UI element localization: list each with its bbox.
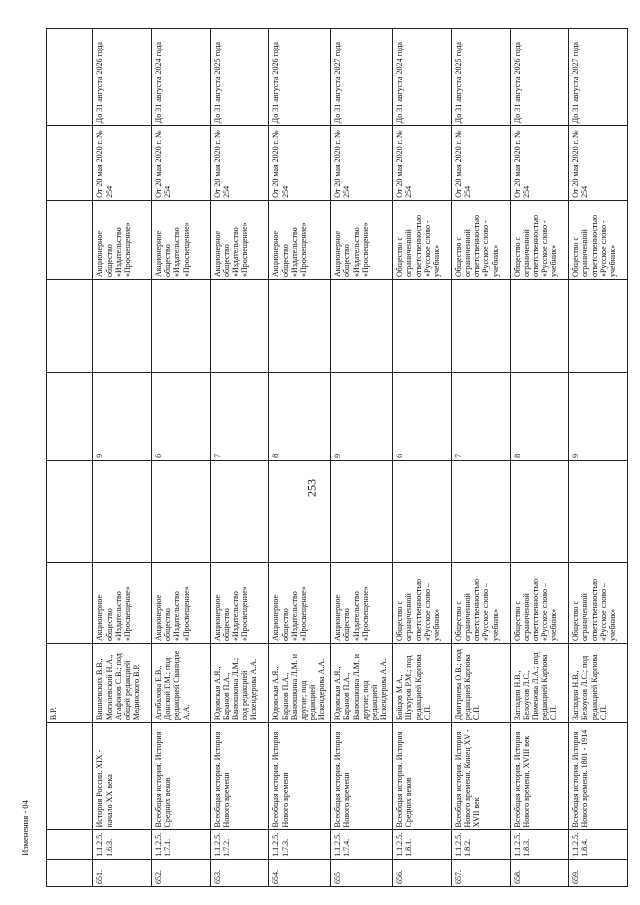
- cell-until: До 31 августа 2026 года: [93, 29, 152, 126]
- cell-empty: [569, 460, 628, 562]
- cell-grade: 7: [210, 372, 269, 460]
- cell-title: Всеобщая история. История Нового времени. XVIII век: [510, 723, 569, 830]
- table-row: [152, 29, 211, 887]
- cell-code: 1.1.2.5.1.7.4.: [331, 830, 393, 859]
- cell-num: 659.: [569, 859, 628, 886]
- cell-grade: 6: [393, 372, 452, 460]
- header-cell: [47, 562, 93, 643]
- cell-publisher: Общество с ограниченной ответственностью «Русское слово – учебник»: [393, 562, 452, 643]
- cell-publisher: Общество с ограниченной ответственностью «Русское слово – учебник»: [510, 562, 569, 643]
- cell-empty2: [393, 279, 452, 372]
- cell-num: 658.: [510, 859, 569, 886]
- cell-authors: Агибалова Е.В., Донской Г.М.; под редакцией Сванидзе А.А.: [152, 643, 211, 722]
- cell-until: До 31 августа 2027 года: [569, 29, 628, 126]
- cell-until: До 31 августа 2025 года: [451, 29, 510, 126]
- cell-num: 654.: [269, 859, 331, 886]
- table-row: [93, 29, 152, 887]
- header-cell: [47, 460, 93, 562]
- cell-company: Акционерное общество «Издательство «Просвещение»: [93, 200, 152, 279]
- cell-publisher: Акционерное общество «Издательство «Просвещение»: [210, 562, 269, 643]
- cell-authors: Юдовская А.Я., Баранов П.А., Ванюшкина Л.М. и другие; под редакцией Искендерова А.А.: [269, 643, 331, 722]
- cell-title: Всеобщая история. История Нового времени. 1801 - 1914: [569, 723, 628, 830]
- cell-code: 1.1.2.5.1.8.3.: [510, 830, 569, 859]
- cell-until: До 31 августа 2026 года: [510, 29, 569, 126]
- cell-authors: Юдовская А.Я., Баранов П.А., Ванюшкина Л.М. и другие; под редакцией Искендерова А.А.: [331, 643, 393, 722]
- cell-num: 652.: [152, 859, 211, 886]
- cell-title: Всеобщая история. История Нового времени: [331, 723, 393, 830]
- cell-num: 655: [331, 859, 393, 886]
- cell-grade: 9: [93, 372, 152, 460]
- cell-empty: [93, 460, 152, 562]
- cell-company: Акционерное общество «Издательство «Просвещение»: [152, 200, 211, 279]
- cell-empty2: [331, 279, 393, 372]
- cell-code: 1.1.2.5.1.7.2.: [210, 830, 269, 859]
- page-number: 253: [304, 479, 319, 497]
- cell-order: От 20 мая 2020 г. № 254: [393, 126, 452, 201]
- cell-title: Всеобщая история. История Нового времени: [210, 723, 269, 830]
- cell-authors: Загладин Н.В., Белоусов Л.С.; под редакцией Карпова С.П.: [569, 643, 628, 722]
- cell-until: До 31 августа 2024 года: [152, 29, 211, 126]
- cell-authors: Загладин Н.В., Белоусов Л.С., Пименова Л.А.; под редакцией Карпова С.П.: [510, 643, 569, 722]
- header-cell: [47, 859, 93, 886]
- cell-title: Всеобщая история. История Средних веков: [152, 723, 211, 830]
- footer-note: Изменения - 04: [20, 800, 30, 856]
- cell-order: От 20 мая 2020 г. № 254: [510, 126, 569, 201]
- cell-publisher: Акционерное общество «Издательство «Просвещение»: [269, 562, 331, 643]
- cell-authors: Вишневских В.В., Могилевский Н.А., Агафонов С.В.; под общей редакцией Мединского В.Р.: [93, 643, 152, 722]
- cell-num: 651.: [93, 859, 152, 886]
- cell-publisher: Акционерное общество «Издательство «Просвещение»: [152, 562, 211, 643]
- cell-empty2: [451, 279, 510, 372]
- cell-company: Общество с ограниченной ответственностью «Русское слово - учебник»: [569, 200, 628, 279]
- cell-authors: Юдовская А.Я., Баранов П.А., Ванюшкина Л.М.; под редакцией Искендерова А.А.: [210, 643, 269, 722]
- cell-empty: [152, 460, 211, 562]
- cell-company: Общество с ограниченной ответственностью «Русское слово - учебник»: [510, 200, 569, 279]
- header-cell: [47, 126, 93, 201]
- cell-grade: 8: [510, 372, 569, 460]
- cell-grade: 8: [269, 372, 331, 460]
- table-row: [269, 29, 331, 887]
- cell-empty: [269, 460, 331, 562]
- cell-title: Всеобщая история. История Нового времени: [269, 723, 331, 830]
- cell-company: Общество с ограниченной ответственностью «Русское слово - учебник»: [451, 200, 510, 279]
- cell-code: 1.1.2.5.1.6.3.: [93, 830, 152, 859]
- cell-order: От 20 мая 2020 г. № 254: [152, 126, 211, 201]
- header-cell: [47, 200, 93, 279]
- cell-publisher: Акционерное общество «Издательство «Просвещение»: [331, 562, 393, 643]
- cell-order: От 20 мая 2020 г. № 254: [331, 126, 393, 201]
- cell-code: 1.1.2.5.1.7.1.: [152, 830, 211, 859]
- cell-code: 1.1.2.5.1.7.3.: [269, 830, 331, 859]
- cell-authors: Бойцов М.А., Шукуров Р.М.; под редакцией Карпова С.П.: [393, 643, 452, 722]
- cell-title: Всеобщая история. История Средних веков: [393, 723, 452, 830]
- cell-until: До 31 августа 2024 года: [393, 29, 452, 126]
- cell-title: История России. XIX - начало XX века: [93, 723, 152, 830]
- cell-authors: Дмитриева О.В.; под редакцией Карпова С.П.: [451, 643, 510, 722]
- cell-until: До 31 августа 2025 года: [210, 29, 269, 126]
- cell-num: 653.: [210, 859, 269, 886]
- header-cell: В.Р.: [47, 643, 93, 722]
- cell-publisher: Общество с ограниченной ответственностью «Русское слово – учебник»: [451, 562, 510, 643]
- cell-grade: 7: [451, 372, 510, 460]
- cell-company: Акционерное общество «Издательство «Просвещение»: [210, 200, 269, 279]
- cell-num: 657.: [451, 859, 510, 886]
- cell-until: До 31 августа 2026 года: [269, 29, 331, 126]
- cell-title: Всеобщая история. История Нового времени. Конец XV - XVII век: [451, 723, 510, 830]
- cell-publisher: Общество с ограниченной ответственностью «Русское слово – учебник»: [569, 562, 628, 643]
- cell-publisher: Акционерное общество «Издательство «Просвещение»: [93, 562, 152, 643]
- cell-empty: [451, 460, 510, 562]
- cell-empty: [393, 460, 452, 562]
- cell-company: Общество с ограниченной ответственностью «Русское слово - учебник»: [393, 200, 452, 279]
- table-row: [569, 29, 628, 887]
- cell-grade: 9: [569, 372, 628, 460]
- cell-order: От 20 мая 2020 г. № 254: [93, 126, 152, 201]
- cell-order: От 20 мая 2020 г. № 254: [569, 126, 628, 201]
- textbook-table: [46, 28, 628, 887]
- table-header-continuation-row: [47, 29, 93, 887]
- header-cell: [47, 279, 93, 372]
- cell-empty2: [210, 279, 269, 372]
- table-row: [210, 29, 269, 887]
- cell-code: 1.1.2.5.1.8.4.: [569, 830, 628, 859]
- header-cell: [47, 830, 93, 859]
- table-row: [451, 29, 510, 887]
- cell-empty: [510, 460, 569, 562]
- cell-empty2: [152, 279, 211, 372]
- header-cell: [47, 29, 93, 126]
- cell-code: 1.1.2.5.1.8.2.: [451, 830, 510, 859]
- header-cell: [47, 723, 93, 830]
- cell-num: 656.: [393, 859, 452, 886]
- cell-order: От 20 мая 2020 г. № 254: [269, 126, 331, 201]
- cell-empty: [210, 460, 269, 562]
- table-row: [331, 29, 393, 887]
- cell-grade: 6: [152, 372, 211, 460]
- cell-grade: 9: [331, 372, 393, 460]
- cell-until: До 31 августа 2027 года: [331, 29, 393, 126]
- cell-empty2: [569, 279, 628, 372]
- cell-company: Акционерное общество «Издательство «Просвещение»: [331, 200, 393, 279]
- cell-order: От 20 мая 2020 г. № 254: [451, 126, 510, 201]
- cell-empty2: [93, 279, 152, 372]
- cell-empty: [331, 460, 393, 562]
- cell-empty2: [269, 279, 331, 372]
- table-row: [510, 29, 569, 887]
- cell-empty2: [510, 279, 569, 372]
- cell-code: 1.1.2.5.1.8.1.: [393, 830, 452, 859]
- table-row: [393, 29, 452, 887]
- cell-order: От 20 мая 2020 г. № 254: [210, 126, 269, 201]
- header-cell: [47, 372, 93, 460]
- cell-company: Акционерное общество «Издательство «Просвещение»: [269, 200, 331, 279]
